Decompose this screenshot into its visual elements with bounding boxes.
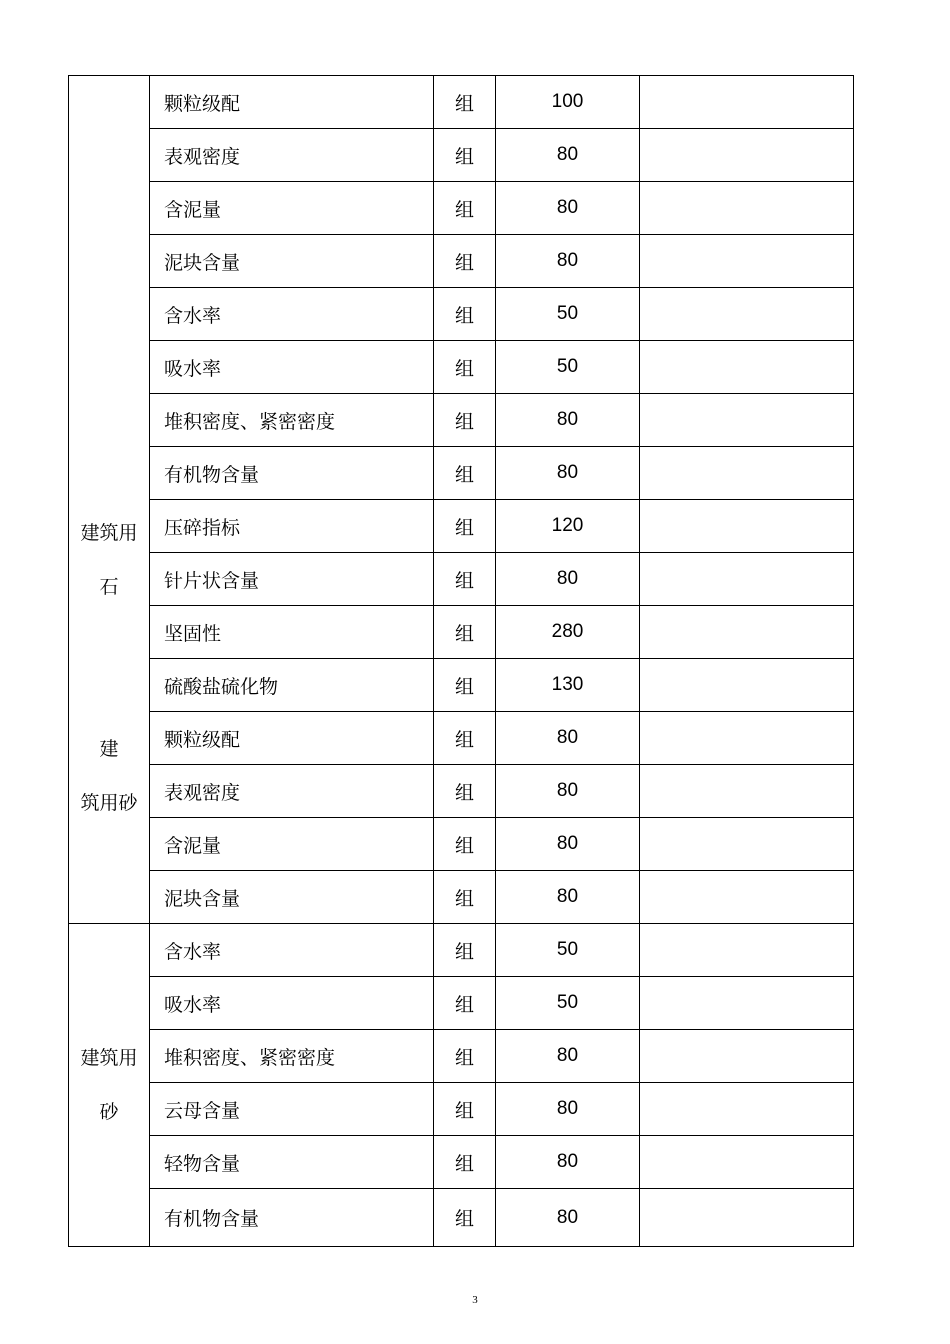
item-cell: 有机物含量	[150, 447, 434, 500]
remark-cell	[640, 553, 854, 606]
remark-cell	[640, 76, 854, 129]
category-label-line: 建筑用	[80, 522, 138, 544]
quantity-cell: 80	[496, 765, 640, 818]
unit-cell: 组	[434, 1189, 496, 1247]
item-cell: 颗粒级配	[150, 76, 434, 129]
table-row	[69, 1136, 854, 1189]
remark-cell	[640, 659, 854, 712]
remark-cell	[640, 871, 854, 924]
quantity-cell: 50	[496, 341, 640, 394]
category-label-line: 建	[99, 738, 119, 760]
quantity-cell: 80	[496, 235, 640, 288]
quantity-cell: 280	[496, 606, 640, 659]
category-label-line: 石	[99, 576, 119, 598]
quantity-cell: 80	[496, 818, 640, 871]
quantity-cell: 80	[496, 447, 640, 500]
item-cell: 有机物含量	[150, 1189, 434, 1247]
table-row	[69, 447, 854, 500]
table-row	[69, 1083, 854, 1136]
remark-cell	[640, 977, 854, 1030]
unit-cell: 组	[434, 500, 496, 553]
table-row	[69, 182, 854, 235]
unit-cell: 组	[434, 553, 496, 606]
quantity-cell: 80	[496, 1136, 640, 1189]
unit-cell: 组	[434, 659, 496, 712]
remark-cell	[640, 288, 854, 341]
item-cell: 针片状含量	[150, 553, 434, 606]
remark-cell	[640, 606, 854, 659]
quantity-cell: 80	[496, 871, 640, 924]
table-row	[69, 712, 854, 765]
quantity-cell: 100	[496, 76, 640, 129]
unit-cell: 组	[434, 606, 496, 659]
quantity-cell: 80	[496, 1083, 640, 1136]
unit-cell: 组	[434, 977, 496, 1030]
item-cell: 硫酸盐硫化物	[150, 659, 434, 712]
item-cell: 含泥量	[150, 818, 434, 871]
unit-cell: 组	[434, 288, 496, 341]
table-row	[69, 818, 854, 871]
unit-cell: 组	[434, 924, 496, 977]
remark-cell	[640, 924, 854, 977]
quantity-cell: 120	[496, 500, 640, 553]
item-cell: 吸水率	[150, 977, 434, 1030]
table-row	[69, 235, 854, 288]
table-row	[69, 500, 854, 553]
table-row	[69, 871, 854, 924]
item-cell: 轻物含量	[150, 1136, 434, 1189]
remark-cell	[640, 129, 854, 182]
remark-cell	[640, 447, 854, 500]
remark-cell	[640, 394, 854, 447]
unit-cell: 组	[434, 394, 496, 447]
item-cell: 颗粒级配	[150, 712, 434, 765]
remark-cell	[640, 341, 854, 394]
unit-cell: 组	[434, 871, 496, 924]
table-row	[69, 1030, 854, 1083]
unit-cell: 组	[434, 818, 496, 871]
item-cell: 云母含量	[150, 1083, 434, 1136]
unit-cell: 组	[434, 712, 496, 765]
quantity-cell: 80	[496, 182, 640, 235]
quantity-cell: 80	[496, 1189, 640, 1247]
unit-cell: 组	[434, 447, 496, 500]
table-row	[69, 341, 854, 394]
table-row	[69, 553, 854, 606]
unit-cell: 组	[434, 129, 496, 182]
table-row	[69, 977, 854, 1030]
quantity-cell: 80	[496, 1030, 640, 1083]
quantity-cell: 50	[496, 924, 640, 977]
table-row	[69, 288, 854, 341]
unit-cell: 组	[434, 765, 496, 818]
test-items-table	[68, 75, 854, 1247]
item-cell: 泥块含量	[150, 235, 434, 288]
table-row	[69, 394, 854, 447]
remark-cell	[640, 182, 854, 235]
category-label-line: 筑用砂	[80, 792, 138, 814]
item-cell: 含水率	[150, 924, 434, 977]
unit-cell: 组	[434, 1136, 496, 1189]
item-cell: 表观密度	[150, 129, 434, 182]
remark-cell	[640, 235, 854, 288]
remark-cell	[640, 1136, 854, 1189]
table-row	[69, 76, 854, 129]
remark-cell	[640, 1030, 854, 1083]
unit-cell: 组	[434, 182, 496, 235]
quantity-cell: 80	[496, 553, 640, 606]
category-cell	[69, 924, 150, 1247]
remark-cell	[640, 500, 854, 553]
category-label-line	[69, 614, 149, 668]
item-cell: 吸水率	[150, 341, 434, 394]
item-cell: 坚固性	[150, 606, 434, 659]
quantity-cell: 80	[496, 394, 640, 447]
category-label-line: 砂	[99, 1101, 119, 1123]
page-number: 3	[472, 1294, 478, 1306]
item-cell: 含水率	[150, 288, 434, 341]
item-cell: 表观密度	[150, 765, 434, 818]
item-cell: 含泥量	[150, 182, 434, 235]
quantity-cell: 80	[496, 712, 640, 765]
unit-cell: 组	[434, 1030, 496, 1083]
table-row	[69, 1189, 854, 1247]
item-cell: 压碎指标	[150, 500, 434, 553]
unit-cell: 组	[434, 1083, 496, 1136]
remark-cell	[640, 1189, 854, 1247]
remark-cell	[640, 818, 854, 871]
table-row	[69, 659, 854, 712]
category-label-line: 建筑用	[80, 1047, 138, 1069]
quantity-cell: 130	[496, 659, 640, 712]
table-row	[69, 129, 854, 182]
item-cell: 堆积密度、紧密密度	[150, 1030, 434, 1083]
table-row	[69, 765, 854, 818]
remark-cell	[640, 712, 854, 765]
category-cell	[69, 76, 150, 924]
unit-cell: 组	[434, 341, 496, 394]
unit-cell: 组	[434, 235, 496, 288]
item-cell: 堆积密度、紧密密度	[150, 394, 434, 447]
item-cell: 泥块含量	[150, 871, 434, 924]
table-row	[69, 606, 854, 659]
unit-cell: 组	[434, 76, 496, 129]
quantity-cell: 80	[496, 129, 640, 182]
remark-cell	[640, 1083, 854, 1136]
table-body	[69, 76, 854, 1247]
quantity-cell: 50	[496, 977, 640, 1030]
remark-cell	[640, 765, 854, 818]
category-label-line	[69, 668, 149, 722]
quantity-cell: 50	[496, 288, 640, 341]
table-row	[69, 924, 854, 977]
